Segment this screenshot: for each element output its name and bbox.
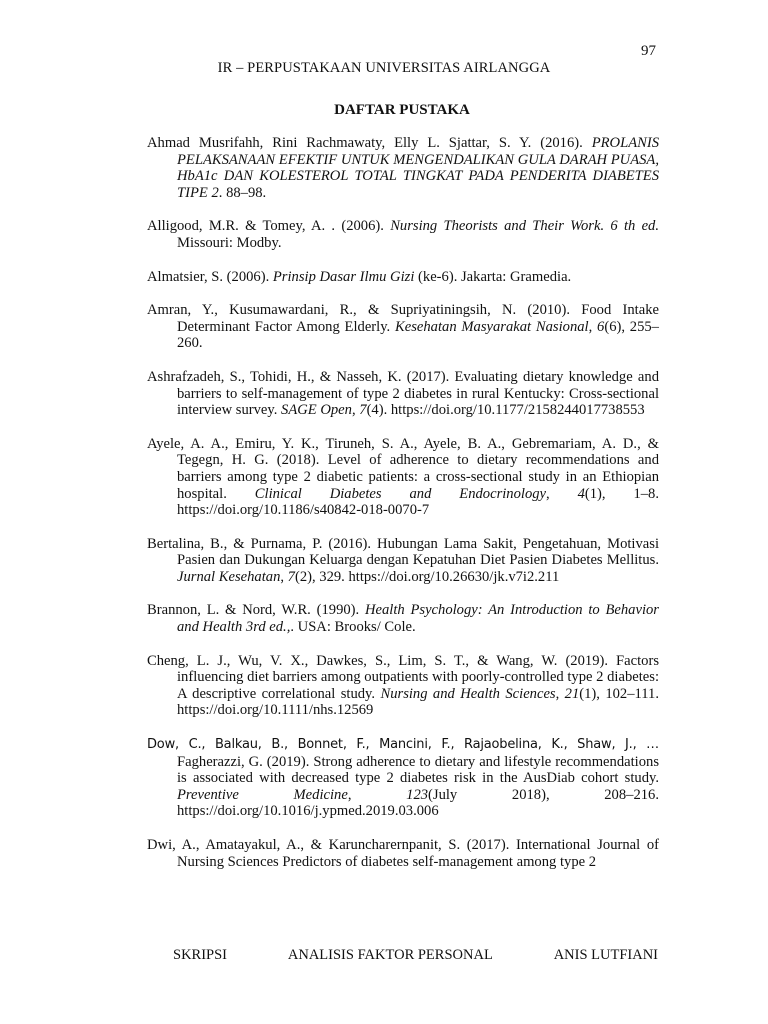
reference-item [147,436,659,519]
reference-journal: Preventive Medicine [177,786,348,803]
reference-text: Ashrafzadeh, S., Tohidi, H., & Nasseh, K. (2017). Evaluating dietary knowledge and barriers to self-management of type 2 diabetes in rural Kentucky: Cross-sectional interview survey. [147,368,659,419]
reference-volume: 6 [597,318,605,335]
reference-journal: Jurnal Kesehatan [177,568,281,585]
reference-text: , [347,786,407,803]
reference-text: Ayele, A. A., Emiru, Y. K., Tiruneh, S. A., Ayele, B. A., Gebremariam, A. D., & Tegegn, H. G. (2018). Level of adherence to dietary recommendations and barriers among type 2 diabetic patients: a cross-sectional study in an Ethiopian hospital. [147,435,659,502]
reference-text: Cheng, L. J., Wu, V. X., Dawkes, S., Lim, S. T., & Wang, W. (2019). Factors influencing diet barriers among outpatients with poorly-controlled type 2 diabetes: A descriptive correlational study. [147,652,659,702]
running-header: IR – PERPUSTAKAAN UNIVERSITAS AIRLANGGA [217,60,551,76]
reference-text: Missouri: Modby. [177,234,282,251]
page-number: 97 [641,43,656,59]
reference-item [147,653,659,719]
reference-text: Fagherazzi, G. (2019). Strong adherence to dietary and lifestyle recommendations is associated with decreased type 2 diabetes risk in the AusDiab cohort study. [177,753,659,787]
reference-journal: Kesehatan Masyarakat Nasional [395,318,589,335]
reference-item [147,269,659,286]
reference-item [147,302,659,352]
footer-left: SKRIPSI [173,947,227,963]
reference-text: , [280,568,288,585]
reference-item [147,369,659,419]
reference-title: Nursing Theorists and Their Work. 6 th ed. [390,218,660,235]
reference-volume: 7 [287,568,295,585]
reference-text: (6), 255–260. [177,318,659,352]
reference-text: (July 2018), 208–216. https://doi.org/10.1016/j.ypmed.2019.03.006 [177,786,659,820]
reference-volume: 4 [577,485,585,502]
reference-text: , [588,318,598,335]
reference-text: Brannon, L. & Nord, W.R. (1990). [147,602,365,619]
reference-list [147,135,659,887]
reference-title: PROLANIS PELAKSANAAN EFEKTIF UNTUK MENGENDALIKAN GULA DARAH PUASA, HbA1c DAN KOLESTEROL TOTAL TINGKAT PADA PENDERITA DIABETES TIPE 2 [177,135,659,201]
reference-volume: 7 [359,402,367,419]
reference-text: . USA: Brooks/ Cole. [290,619,416,636]
reference-authors: Dow, C., Balkau, B., Bonnet, F., Mancini, F., Rajaobelina, K., Shaw, J., … [147,737,659,753]
reference-item [147,837,659,870]
footer [173,947,658,964]
reference-volume: 123 [406,786,429,803]
reference-item [147,602,659,635]
reference-text: Bertalina, B., & Purnama, P. (2016). Hubungan Lama Sakit, Pengetahuan, Motivasi Pasien dan Dukungan Keluarga dengan Kepatuhan Diet Pasien Diabetes Mellitus. [147,535,659,569]
reference-text: (2), 329. https://doi.org/10.26630/jk.v7i2.211 [294,568,560,585]
footer-right: ANIS LUTFIANI [553,947,658,963]
reference-text: , [555,685,565,702]
reference-item [147,218,659,251]
reference-title: Prinsip Dasar Ilmu Gizi [272,268,415,285]
reference-text: Alligood, M.R. & Tomey, A. . (2006). [147,218,391,235]
reference-text: , [351,402,360,419]
reference-text: Amran, Y., Kusumawardani, R., & Supriyatiningsih, N. (2010). Food Intake Determinant Factor Among Elderly. [147,302,659,335]
reference-text: (4). https://doi.org/10.1177/2158244017738553 [366,402,645,419]
reference-title: Health Psychology: An Introduction to Behavior and Health 3rd ed., [177,602,659,636]
reference-text: Dwi, A., Amatayakul, A., & Karuncharernpanit, S. (2017). International Journal of Nursing Sciences Predictors of diabetes self-management among type 2 [147,837,659,870]
reference-text: Almatsier, S. (2006). [147,268,273,285]
reference-text: (ke-6). Jakarta: Gramedia. [414,268,572,285]
reference-text: Ahmad Musrifahh, Rini Rachmawaty, Elly L. Sjattar, S. Y. (2016). [147,135,592,151]
reference-journal: Nursing and Health Sciences [380,685,556,702]
reference-item [147,135,659,201]
reference-journal: Clinical Diabetes and Endocrinology [254,485,547,502]
reference-journal: SAGE Open [281,402,352,419]
reference-text: , [546,485,578,502]
reference-text: (1), 102–111. https://doi.org/10.1111/nhs.12569 [177,685,659,719]
reference-volume: 21 [564,685,580,702]
reference-item [147,736,659,820]
reference-item [147,536,659,586]
reference-text: . 88–98. [218,184,267,201]
section-title: DAFTAR PUSTAKA [334,102,470,118]
reference-text: (1), 1–8. https://doi.org/10.1186/s40842-018-0070-7 [177,485,660,519]
footer-center: ANALISIS FAKTOR PERSONAL [287,947,493,963]
